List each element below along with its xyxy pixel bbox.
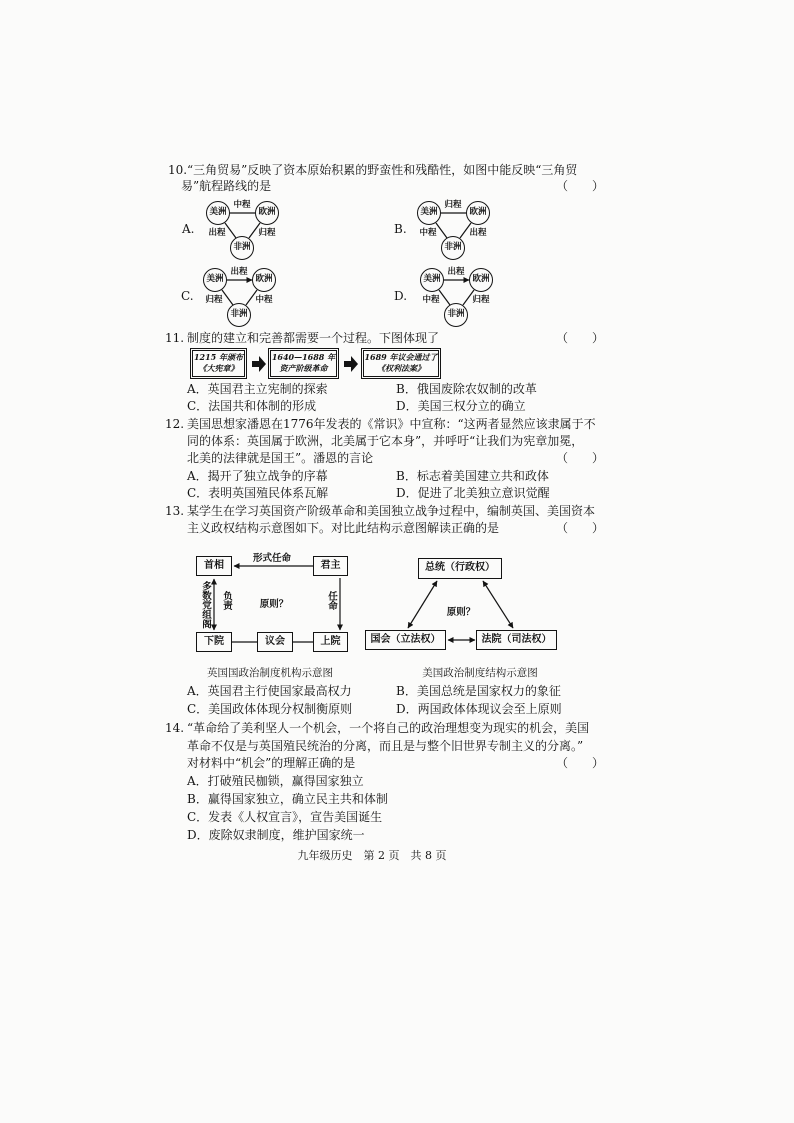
answer-blank: （ ） [556,331,605,345]
answer-blank: （ ） [556,451,605,465]
uk-principle-label: 原则？ [259,599,289,610]
node-europe: 欧洲 [255,201,279,225]
route-label-left: 中程 [419,228,437,238]
question-stem-line: 制度的建立和完善都需要一个过程。下图体现了 [187,331,440,345]
question-stem-line: “三角贸易”反映了资本原始积累的野蛮性和残酷性，如图中能反映“三角贸 [187,163,578,177]
us-court-box: 法院（司法权） [476,630,557,650]
timeline-box-revolution [268,348,339,379]
node-europe: 欧洲 [252,268,276,292]
answer-blank: （ ） [556,179,605,193]
node-africa: 非洲 [441,236,465,260]
question-number: 11. [165,331,185,345]
node-africa: 非洲 [230,236,254,260]
answer-blank: （ ） [556,756,605,770]
node-europe: 欧洲 [466,201,490,225]
route-label-left: 归程 [205,295,223,305]
uk-prime-minister-box: 首相 [196,556,232,576]
route-label-top: 归程 [444,200,462,210]
timeline-box-bill-of-rights [361,348,441,379]
question-number: 13. [165,504,185,518]
us-congress-box: 国会（立法权） [365,630,446,650]
timeline-event: 资产阶级革命 [279,363,328,373]
question-stem-line: 同的体系：英国属于欧洲，北美属于它本身”，并呼吁“让我们为宪章加冕， [187,434,584,448]
question-number: 14. [165,721,185,735]
node-americas: 美洲 [206,201,230,225]
us-president-box: 总统（行政权） [418,558,502,579]
question-stem-line: 某学生在学习英国资产阶级革命和美国独立战争过程中，编制英国、美国资本 [187,504,596,518]
uk-formal-appointment-label: 形式任命 [252,553,291,564]
uk-appoint-label: 任命 [326,591,337,610]
node-africa: 非洲 [444,303,468,327]
option-d: D．美国三权分立的确立 [396,399,526,413]
question-stem-line: “革命给了美利坚人一个机会，一个将自己的政治理想变为现实的机会，美国 [187,721,590,735]
node-europe: 欧洲 [469,268,493,292]
option-letter: B. [394,222,407,236]
question-stem-line: 美国思想家潘恩在1776年发表的《常识》中宣称：“这两者显然应该隶属于不 [187,417,596,431]
node-americas: 美洲 [420,268,444,292]
question-stem-line: 北美的法律就是国王”。潘恩的言论 [187,451,374,465]
question-stem-line: 主义政权结构示意图如下。对比此结构示意图解读正确的是 [187,521,500,535]
option-c: C．法国共和体制的形成 [187,399,317,413]
option-a: A．英国君主立宪制的探索 [187,382,328,396]
node-americas: 美洲 [417,201,441,225]
option-c: C．表明英国殖民体系瓦解 [187,486,329,500]
answer-blank: （ ） [556,521,605,535]
question-number: 10. [168,163,188,177]
uk-commons-box: 下院 [196,632,232,652]
option-a: A．揭开了独立战争的序幕 [187,469,328,483]
node-americas: 美洲 [203,268,227,292]
president-congress-arrow [408,581,437,628]
arrow-right-icon [344,356,358,372]
arrow-right-icon [252,356,266,372]
uk-monarch-box: 君主 [313,556,348,576]
option-b: B．美国总统是国家权力的象征 [396,684,561,698]
timeline-date: 1689 年议会通过了 [364,352,438,362]
option-c: C．美国政体体现分权制衡原则 [187,702,353,716]
route-label-top: 出程 [230,267,248,277]
route-label-right: 归程 [472,295,490,305]
route-label-right: 中程 [255,295,273,305]
option-b: B．俄国废除农奴制的改革 [396,382,537,396]
question-stem-line: 对材料中“机会”的理解正确的是 [187,756,356,770]
option-b: B．标志着美国建立共和政体 [396,469,549,483]
route-label-right: 出程 [469,228,487,238]
route-label-right: 归程 [258,228,276,238]
uk-parliament-box: 议会 [257,632,293,652]
timeline-date: 1640—1688 年 [271,352,336,362]
timeline-date: 1215 年颁布 [193,352,244,362]
route-label-top: 出程 [447,267,465,277]
option-d: D．废除奴隶制度，维护国家统一 [187,828,365,842]
option-a: A．打破殖民枷锁，赢得国家独立 [187,774,364,788]
president-court-arrow [483,581,513,628]
option-a: A．英国君主行使国家最高权力 [187,684,352,698]
option-b: B．赢得国家独立，确立民主共和体制 [187,792,388,806]
option-c: C．发表《人权宣言》，宣告美国诞生 [187,810,383,824]
route-label-top: 中程 [233,200,251,210]
uk-responsible-label: 负责 [221,591,232,610]
option-d: D．两国政体体现议会至上原则 [396,702,562,716]
option-letter: C. [181,289,194,303]
us-diagram-caption: 美国政治制度结构示意图 [422,667,538,679]
timeline-box-magna-carta [190,348,247,379]
uk-majority-party-label: 多数党组阁 [200,581,211,629]
option-letter: A. [182,222,195,236]
route-label-left: 中程 [422,295,440,305]
question-stem-line: 革命不仅是与英国殖民统治的分离，而且是与整个旧世界专制主义的分离。” [187,739,584,753]
question-number: 12. [165,417,185,431]
uk-lords-box: 上院 [313,632,348,652]
uk-diagram-caption: 英国国政治制度机构示意图 [207,667,333,679]
us-principle-label: 原则？ [446,607,476,618]
timeline-event: 《大宪章》 [198,363,239,373]
timeline-event: 《权利法案》 [377,363,425,373]
question-stem-line: 易”航程路线的是 [181,179,272,193]
option-letter: D. [394,289,408,303]
route-label-left: 出程 [208,228,226,238]
page-footer: 九年级历史 第 2 页 共 8 页 [297,849,447,862]
option-d: D．促进了北美独立意识觉醒 [396,486,550,500]
node-africa: 非洲 [227,303,251,327]
